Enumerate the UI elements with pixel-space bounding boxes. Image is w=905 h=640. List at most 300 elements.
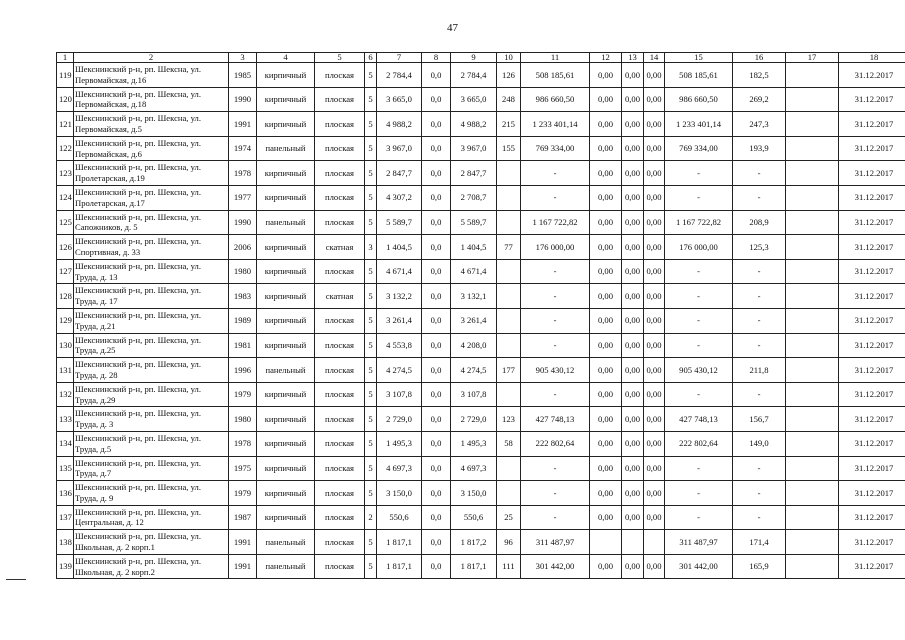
table-cell: - [733,161,786,186]
table-cell: 2 729,0 [451,407,497,432]
table-cell: 138 [57,530,74,555]
table-cell [786,136,839,161]
table-cell: 0,0 [422,333,451,358]
table-cell: 4 697,3 [377,456,422,481]
table-cell: кирпичный [257,87,315,112]
table-cell: 1 817,1 [451,554,497,579]
table-cell: 0,00 [644,284,665,309]
address-cell: Шекснинский р-н, рп. Шексна, ул. Труда, д. 9 [74,481,229,506]
table-cell: 0,00 [590,112,622,137]
table-cell: 0,00 [622,161,644,186]
table-cell: - [733,284,786,309]
table-cell: 0,00 [644,63,665,88]
column-number: 14 [644,53,665,63]
table-cell: 5 [365,63,377,88]
table-cell: 215 [497,112,521,137]
column-number: 18 [839,53,905,63]
address-cell: Шекснинский р-н, рп. Шексна, ул. Школьная, д. 2 корп.1 [74,530,229,555]
table-row [57,481,905,506]
table-cell: 0,0 [422,185,451,210]
table-cell [497,456,521,481]
table-cell: 0,0 [422,235,451,260]
table-cell: - [733,382,786,407]
table-cell: 5 [365,259,377,284]
table-cell: 986 660,50 [665,87,733,112]
address-cell: Шекснинский р-н, рп. Шексна, ул. Труда, д. 17 [74,284,229,309]
table-cell: 1987 [229,505,257,530]
table-cell: 165,9 [733,554,786,579]
table-cell: 2 784,4 [377,63,422,88]
column-number: 11 [521,53,590,63]
address-cell: Шекснинский р-н, рп. Шексна, ул. Пролетарская, д.19 [74,161,229,186]
table-cell: - [521,333,590,358]
table-cell: плоская [315,333,365,358]
table-cell: 905 430,12 [521,358,590,383]
address-cell: Шекснинский р-н, рп. Шексна, ул. Сапожников, д. 5 [74,210,229,235]
table-cell: 4 553,8 [377,333,422,358]
table-cell: - [521,481,590,506]
table-cell: - [665,259,733,284]
table-cell: - [665,284,733,309]
table-cell [786,481,839,506]
table-cell: 0,00 [644,554,665,579]
table-cell: 0,0 [422,210,451,235]
table-cell [786,530,839,555]
table-cell: - [733,259,786,284]
table-cell: 0,0 [422,161,451,186]
table-cell: панельный [257,358,315,383]
table-row [57,210,905,235]
table-cell: 1975 [229,456,257,481]
table-cell: 427 748,13 [665,407,733,432]
table-cell: 0,00 [644,161,665,186]
table-cell: - [665,161,733,186]
table-cell: кирпичный [257,308,315,333]
table-cell: 1 404,5 [377,235,422,260]
table-cell: 1978 [229,161,257,186]
table-cell: 31.12.2017 [839,431,905,456]
table-cell: 156,7 [733,407,786,432]
table-cell: 1979 [229,382,257,407]
table-cell: 0,00 [590,284,622,309]
table-cell: 4 307,2 [377,185,422,210]
table-cell [786,161,839,186]
table-cell: 2 729,0 [377,407,422,432]
table-cell: 5 [365,456,377,481]
table-cell [497,161,521,186]
table-cell: 120 [57,87,74,112]
table-cell: 128 [57,284,74,309]
column-number-row [57,53,905,63]
table-cell: - [733,185,786,210]
table-cell: 31.12.2017 [839,63,905,88]
table-cell: 0,00 [644,235,665,260]
table-cell: 0,00 [644,112,665,137]
table-cell: 125,3 [733,235,786,260]
address-cell: Шекснинский р-н, рп. Шексна, ул. Спортивная, д. 33 [74,235,229,260]
column-number: 8 [422,53,451,63]
table-cell [497,284,521,309]
table-cell: 0,00 [644,382,665,407]
table-body [57,53,905,579]
table-cell [497,481,521,506]
table-cell: 2 708,7 [451,185,497,210]
table-cell: 3 150,0 [377,481,422,506]
table-row [57,63,905,88]
table-cell: 3 107,8 [377,382,422,407]
table-cell [786,235,839,260]
table-cell: 31.12.2017 [839,259,905,284]
table-cell: 222 802,64 [665,431,733,456]
table-cell [497,308,521,333]
table-cell: 31.12.2017 [839,554,905,579]
table-cell: 171,4 [733,530,786,555]
table-cell: кирпичный [257,382,315,407]
table-cell: 0,00 [590,407,622,432]
table-row [57,530,905,555]
column-number: 3 [229,53,257,63]
table-cell: 1981 [229,333,257,358]
table-cell: 155 [497,136,521,161]
table-cell: 31.12.2017 [839,210,905,235]
table-row [57,382,905,407]
table-cell: 0,0 [422,259,451,284]
table-cell: 0,0 [422,431,451,456]
table-cell: 129 [57,308,74,333]
table-row [57,136,905,161]
address-cell: Шекснинский р-н, рп. Шексна, ул. Труда, д. 13 [74,259,229,284]
table-row [57,554,905,579]
table-cell: кирпичный [257,481,315,506]
address-cell: Шекснинский р-н, рп. Шексна, ул. Труда, д.25 [74,333,229,358]
table-cell: 123 [497,407,521,432]
table-cell: 211,8 [733,358,786,383]
table-cell: панельный [257,530,315,555]
table-cell [786,382,839,407]
table-cell: 0,00 [590,136,622,161]
housing-table [56,52,905,579]
table-row [57,161,905,186]
table-cell: 1980 [229,259,257,284]
table-cell: 3 665,0 [451,87,497,112]
table-cell: 0,00 [644,456,665,481]
table-cell: - [521,185,590,210]
table-cell: 31.12.2017 [839,185,905,210]
table-cell: 0,00 [590,456,622,481]
table-cell: 247,3 [733,112,786,137]
table-cell: 550,6 [377,505,422,530]
table-cell: 0,00 [590,333,622,358]
table-cell: 0,00 [644,308,665,333]
table-cell: 111 [497,554,521,579]
table-cell: 5 [365,554,377,579]
table-cell: 3 150,0 [451,481,497,506]
table-cell: 1980 [229,407,257,432]
table-row [57,431,905,456]
table-cell: 0,0 [422,505,451,530]
table-cell: 0,00 [622,63,644,88]
table-row [57,333,905,358]
table-cell: - [665,185,733,210]
address-cell: Шекснинский р-н, рп. Шексна, ул. Первомайская, д.18 [74,87,229,112]
table-cell: 4 671,4 [377,259,422,284]
table-cell: 4 671,4 [451,259,497,284]
table-cell: 1983 [229,284,257,309]
table-cell: кирпичный [257,407,315,432]
table-cell [786,259,839,284]
table-cell: 31.12.2017 [839,308,905,333]
table-cell [497,210,521,235]
table-cell: 5 [365,185,377,210]
address-cell: Шекснинский р-н, рп. Шексна, ул. Труда, д.21 [74,308,229,333]
table-cell: 5 [365,136,377,161]
table-cell: панельный [257,136,315,161]
table-cell: 0,00 [590,481,622,506]
table-cell: 5 589,7 [451,210,497,235]
table-cell: 127 [57,259,74,284]
table-cell: 1977 [229,185,257,210]
table-cell: плоская [315,112,365,137]
table-cell: 3 261,4 [377,308,422,333]
table-cell: 905 430,12 [665,358,733,383]
table-cell: 4 988,2 [377,112,422,137]
table-cell: плоская [315,136,365,161]
table-cell: 31.12.2017 [839,481,905,506]
table-cell: плоская [315,431,365,456]
table-cell: 31.12.2017 [839,136,905,161]
table-cell: 986 660,50 [521,87,590,112]
table-cell: 131 [57,358,74,383]
table-cell: 0,00 [644,259,665,284]
table-cell: кирпичный [257,431,315,456]
table-cell [786,358,839,383]
table-cell: 31.12.2017 [839,505,905,530]
table-cell: 0,00 [590,259,622,284]
table-cell: 0,00 [590,505,622,530]
table-cell: 1985 [229,63,257,88]
table-row [57,87,905,112]
table-cell: 0,00 [622,358,644,383]
table-cell: 0,00 [622,259,644,284]
table-cell: плоская [315,210,365,235]
table-cell: 5 [365,407,377,432]
table-cell: панельный [257,210,315,235]
table-cell: 0,00 [644,407,665,432]
table-cell: 5 [365,308,377,333]
table-cell: 0,00 [644,481,665,506]
table-cell: 3 967,0 [377,136,422,161]
table-cell: кирпичный [257,185,315,210]
table-cell: 0,0 [422,63,451,88]
table-cell: 0,00 [590,382,622,407]
table-row [57,456,905,481]
table-cell: 0,00 [622,333,644,358]
table-cell: 135 [57,456,74,481]
table-cell: - [665,333,733,358]
table-cell: 0,00 [644,431,665,456]
table-cell: 1974 [229,136,257,161]
table-cell: 0,0 [422,481,451,506]
table-cell: 311 487,97 [665,530,733,555]
table-cell: кирпичный [257,63,315,88]
table-row [57,185,905,210]
table-cell: плоская [315,505,365,530]
table-cell: 123 [57,161,74,186]
table-cell: плоская [315,407,365,432]
table-cell: 5 [365,210,377,235]
table-cell: 1 817,1 [377,554,422,579]
table-cell: кирпичный [257,235,315,260]
table-cell: 0,00 [590,431,622,456]
table-cell: 0,00 [622,554,644,579]
table-cell: 0,0 [422,112,451,137]
table-cell: 769 334,00 [665,136,733,161]
table-cell: кирпичный [257,161,315,186]
table-cell: - [733,456,786,481]
table-cell: 31.12.2017 [839,333,905,358]
column-number: 12 [590,53,622,63]
table-row [57,284,905,309]
table-cell: - [521,456,590,481]
table-cell: 301 442,00 [665,554,733,579]
table-cell: 1990 [229,210,257,235]
address-cell: Шекснинский р-н, рп. Шексна, ул. Первомайская, д.5 [74,112,229,137]
table-cell: 1 233 401,14 [665,112,733,137]
table-cell: 3 261,4 [451,308,497,333]
column-number: 6 [365,53,377,63]
table-cell: 31.12.2017 [839,161,905,186]
column-number: 5 [315,53,365,63]
table-cell: 5 [365,358,377,383]
table-cell: 0,00 [590,63,622,88]
address-cell: Шекснинский р-н, рп. Шексна, ул. Труда, д. 3 [74,407,229,432]
table-cell: 0,00 [590,87,622,112]
table-cell: кирпичный [257,284,315,309]
table-cell [786,210,839,235]
table-cell: 4 274,5 [377,358,422,383]
address-cell: Шекснинский р-н, рп. Шексна, ул. Центральная, д. 12 [74,505,229,530]
table-cell: 31.12.2017 [839,382,905,407]
table-cell [786,308,839,333]
table-cell: кирпичный [257,505,315,530]
table-cell: 0,00 [590,210,622,235]
table-cell: 126 [497,63,521,88]
table-cell: 119 [57,63,74,88]
table-cell: плоская [315,185,365,210]
table-cell: 1990 [229,87,257,112]
table-cell: - [665,382,733,407]
table-cell: плоская [315,259,365,284]
table-cell: 5 [365,161,377,186]
table-cell: 5 [365,284,377,309]
column-number: 13 [622,53,644,63]
table-cell: 427 748,13 [521,407,590,432]
table-cell: 508 185,61 [665,63,733,88]
table-cell: 0,00 [644,210,665,235]
column-number: 10 [497,53,521,63]
table-cell: 58 [497,431,521,456]
table-cell: 0,0 [422,456,451,481]
table-cell: 177 [497,358,521,383]
table-cell: 124 [57,185,74,210]
table-row [57,505,905,530]
table-cell: плоская [315,481,365,506]
table-cell: 1 167 722,82 [665,210,733,235]
table-cell: 31.12.2017 [839,87,905,112]
table-cell: 5 [365,382,377,407]
table-cell: 4 988,2 [451,112,497,137]
table-cell: 2 847,7 [377,161,422,186]
table-cell: кирпичный [257,112,315,137]
table-cell: плоская [315,87,365,112]
table-cell: - [521,259,590,284]
column-number: 15 [665,53,733,63]
table-cell: 208,9 [733,210,786,235]
column-number: 9 [451,53,497,63]
table-cell: 4 208,0 [451,333,497,358]
table-cell: 0,00 [622,505,644,530]
table-cell: 121 [57,112,74,137]
table-cell: 311 487,97 [521,530,590,555]
table-cell: - [521,505,590,530]
table-cell: 0,0 [422,530,451,555]
table-cell: 0,00 [644,333,665,358]
table-cell: скатная [315,235,365,260]
table-cell: 248 [497,87,521,112]
table-cell: 0,00 [590,185,622,210]
column-number: 16 [733,53,786,63]
table-cell [644,530,665,555]
table-cell: 132 [57,382,74,407]
table-cell [786,87,839,112]
table-cell: 0,00 [622,87,644,112]
table-cell: 31.12.2017 [839,235,905,260]
table-cell: 0,00 [622,382,644,407]
column-number: 17 [786,53,839,63]
table-cell: 3 107,8 [451,382,497,407]
table-cell: кирпичный [257,333,315,358]
table-cell: плоская [315,382,365,407]
table-cell: - [733,308,786,333]
table-cell: 139 [57,554,74,579]
address-cell: Шекснинский р-н, рп. Шексна, ул. Труда, д.7 [74,456,229,481]
table-cell: 0,00 [644,358,665,383]
table-cell: 0,00 [622,431,644,456]
table-cell: - [521,284,590,309]
table-cell: 2 847,7 [451,161,497,186]
table-cell: 77 [497,235,521,260]
table-cell: 2 [365,505,377,530]
table-cell: плоская [315,63,365,88]
table-cell: 31.12.2017 [839,530,905,555]
table-cell [622,530,644,555]
table-cell: 3 [365,235,377,260]
table-cell: 0,00 [590,554,622,579]
table-cell: 508 185,61 [521,63,590,88]
table-cell [786,333,839,358]
table-row [57,259,905,284]
table-cell: 0,00 [622,136,644,161]
table-cell: - [665,505,733,530]
table-cell: 1 495,3 [451,431,497,456]
table-cell: 1991 [229,530,257,555]
table-cell: 5 [365,481,377,506]
table-cell: плоская [315,554,365,579]
table-cell: - [665,308,733,333]
table-cell: скатная [315,284,365,309]
table-row [57,407,905,432]
table-cell: 0,00 [622,112,644,137]
